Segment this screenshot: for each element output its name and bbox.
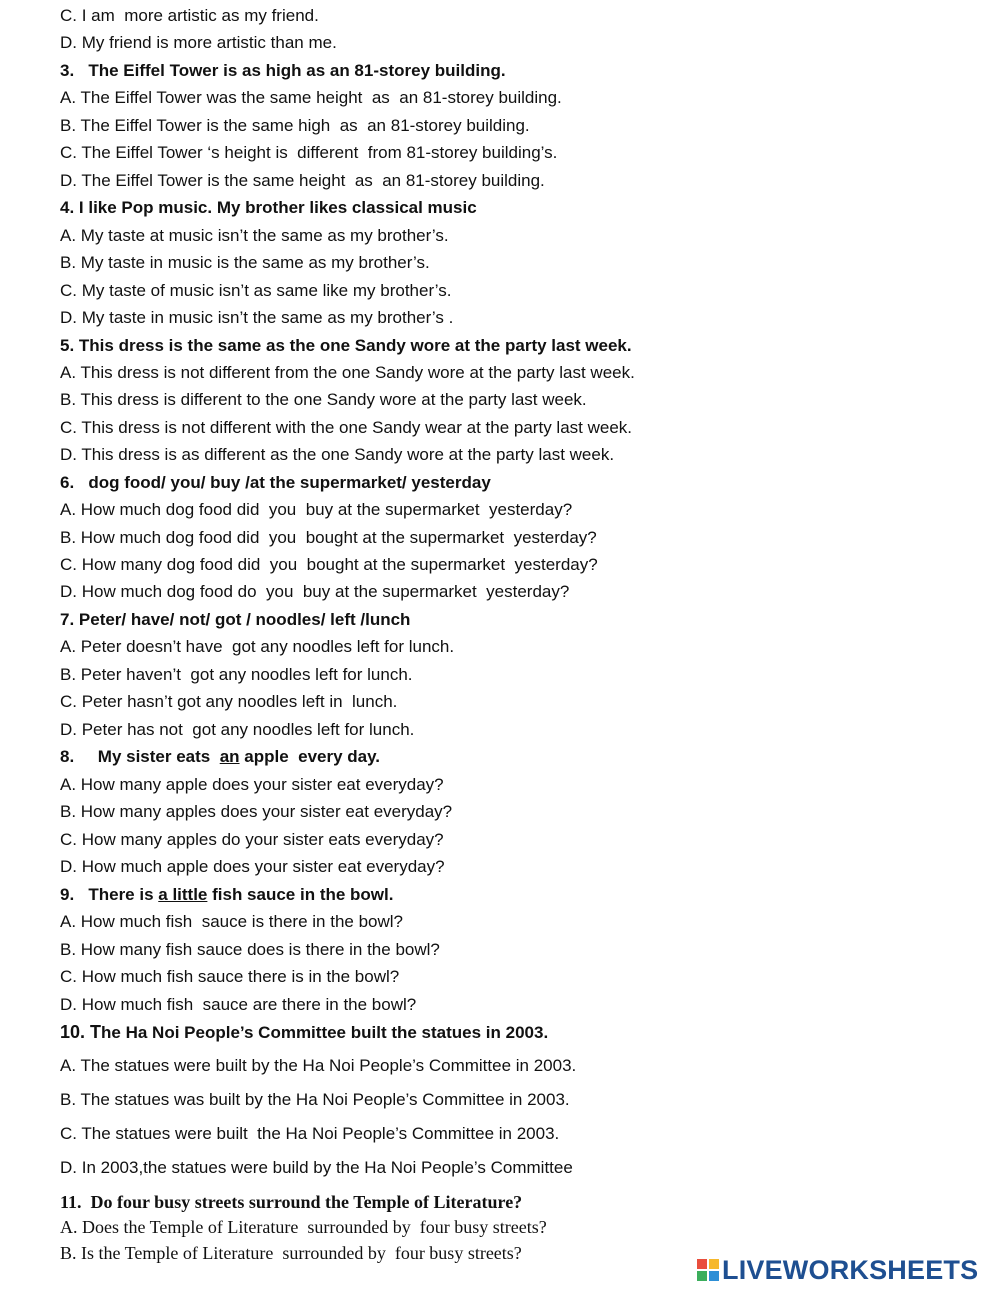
icon-tile	[709, 1271, 719, 1281]
q2-option-c: C. I am more artistic as my friend.	[60, 6, 319, 25]
q10-option-c: C. The statues were built the Ha Noi People’s Committee in 2003.	[60, 1124, 560, 1143]
q10-option-d: D. In 2003,the statues were build by the Ha Noi People’s Committee	[60, 1158, 573, 1177]
q8-question-pre: 8. My sister eats	[60, 747, 220, 766]
q10-question	[60, 1022, 548, 1043]
q7-option-b: B. Peter haven’t got any noodles left for lunch.	[60, 665, 413, 684]
q6-option-c: C. How many dog food did you bought at the supermarket yesterday?	[60, 555, 598, 574]
liveworksheets-icon	[697, 1259, 719, 1281]
q5-option-b: B. This dress is different to the one Sandy wore at the party last week.	[60, 390, 587, 409]
q3-option-b: B. The Eiffel Tower is the same high as an 81-storey building.	[60, 116, 530, 135]
q5-option-a: A. This dress is not different from the one Sandy wore at the party last week.	[60, 363, 635, 382]
q6-question: 6. dog food/ you/ buy /at the supermarket/ yesterday	[60, 473, 491, 492]
q6-option-a: A. How much dog food did you buy at the supermarket yesterday?	[60, 500, 573, 519]
q3-option-a: A. The Eiffel Tower was the same height as an 81-storey building.	[60, 88, 562, 107]
q4-option-a: A. My taste at music isn’t the same as my brother’s.	[60, 226, 449, 245]
q8-option-d: D. How much apple does your sister eat everyday?	[60, 857, 445, 876]
q11-question: 11. Do four busy streets surround the Temple of Literature?	[60, 1192, 523, 1212]
icon-tile	[709, 1259, 719, 1269]
liveworksheets-wordmark: LIVEWORKSHEETS	[722, 1255, 979, 1285]
q7-question: 7. Peter/ have/ not/ got / noodles/ left /lunch	[60, 610, 411, 629]
q6-option-d: D. How much dog food do you buy at the supermarket yesterday?	[60, 582, 570, 601]
q9-option-a: A. How much fish sauce is there in the bowl?	[60, 912, 403, 931]
q10-question-num: 10. T	[60, 1022, 102, 1042]
q10-question-rest: he Ha Noi People’s Committee built the statues in 2003.	[101, 1023, 549, 1042]
q9-question-post: fish sauce in the bowl.	[207, 885, 394, 904]
q9-option-b: B. How many fish sauce does is there in the bowl?	[60, 940, 440, 959]
q5-question: 5. This dress is the same as the one Sandy wore at the party last week.	[60, 336, 632, 355]
q9-underlined-phrase: a little	[158, 885, 208, 904]
q7-option-a: A. Peter doesn’t have got any noodles left for lunch.	[60, 637, 455, 656]
liveworksheets-logo	[697, 1253, 997, 1287]
q8-option-a: A. How many apple does your sister eat everyday?	[60, 775, 444, 794]
q7-option-c: C. Peter hasn’t got any noodles left in lunch.	[60, 692, 398, 711]
q4-option-c: C. My taste of music isn’t as same like my brother’s.	[60, 281, 452, 300]
q8-question	[60, 747, 380, 767]
q3-option-d: D. The Eiffel Tower is the same height as an 81-storey building.	[60, 171, 545, 190]
icon-tile	[697, 1259, 707, 1269]
q6-option-b: B. How much dog food did you bought at the supermarket yesterday?	[60, 528, 597, 547]
q11-option-b: B. Is the Temple of Literature surrounded by four busy streets?	[60, 1243, 522, 1263]
q4-option-b: B. My taste in music is the same as my brother’s.	[60, 253, 430, 272]
q7-option-d: D. Peter has not got any noodles left for lunch.	[60, 720, 415, 739]
q9-question-pre: 9. There is	[60, 885, 159, 904]
q10-option-a: A. The statues were built by the Ha Noi People’s Committee in 2003.	[60, 1056, 577, 1075]
q8-option-c: C. How many apples do your sister eats everyday?	[60, 830, 444, 849]
q4-option-d: D. My taste in music isn’t the same as my brother’s .	[60, 308, 454, 327]
q8-option-b: B. How many apples does your sister eat everyday?	[60, 802, 453, 821]
q10-option-b: B. The statues was built by the Ha Noi People’s Committee in 2003.	[60, 1090, 570, 1109]
q9-question	[60, 885, 393, 905]
q4-question: 4. I like Pop music. My brother likes classical music	[60, 198, 477, 217]
q9-option-c: C. How much fish sauce there is in the bowl?	[60, 967, 400, 986]
q9-option-d: D. How much fish sauce are there in the bowl?	[60, 995, 417, 1014]
q2-option-d: D. My friend is more artistic than me.	[60, 33, 337, 52]
icon-tile	[697, 1271, 707, 1281]
q8-question-post: apple every day.	[239, 747, 381, 766]
q3-question: 3. The Eiffel Tower is as high as an 81-storey building.	[60, 61, 506, 80]
q8-underlined-word: an	[219, 747, 240, 766]
q11-option-a: A. Does the Temple of Literature surrounded by four busy streets?	[60, 1217, 547, 1237]
q5-option-c: C. This dress is not different with the one Sandy wear at the party last week.	[60, 418, 632, 437]
q5-option-d: D. This dress is as different as the one Sandy wore at the party last week.	[60, 445, 615, 464]
q3-option-c: C. The Eiffel Tower ‘s height is different from 81-storey building’s.	[60, 143, 558, 162]
